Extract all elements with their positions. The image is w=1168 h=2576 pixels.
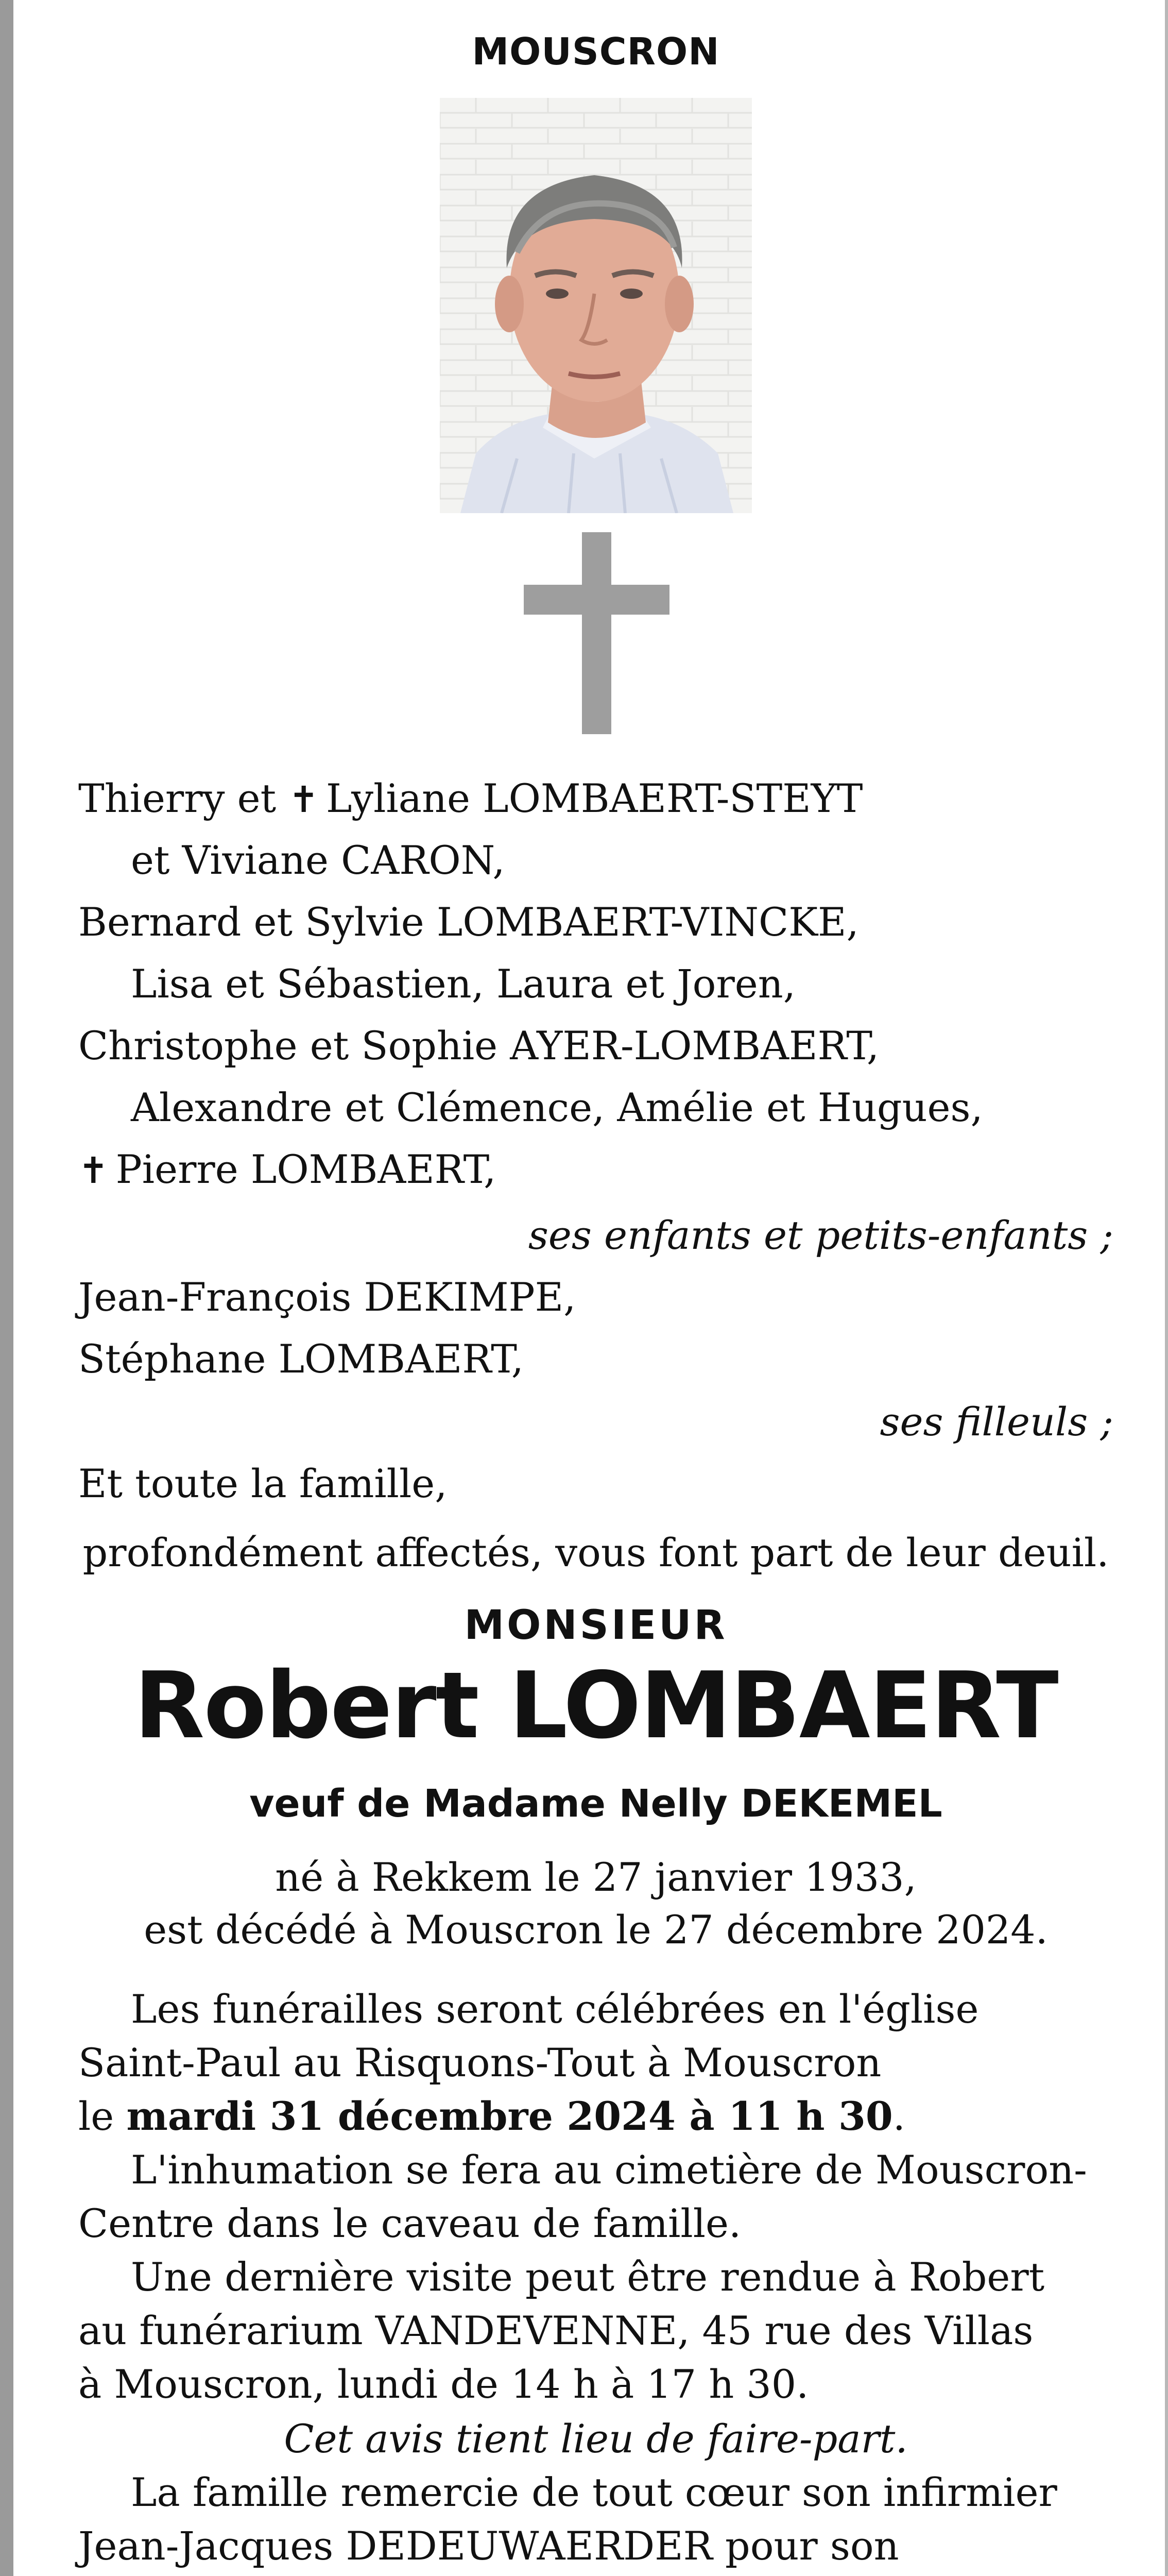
family-line-3: Bernard et Sylvie LOMBAERT-VINCKE, (78, 899, 859, 945)
death-line: est décédé à Mouscron le 27 décembre 2024. (144, 1907, 1048, 1953)
deceased-widow-line: veuf de Madame Nelly DEKEMEL (249, 1782, 942, 1826)
family-line-7: ✝ Pierre LOMBAERT, (78, 1146, 496, 1192)
family-line-1: Thierry et ✝ Lyliane LOMBAERT-STEYT (78, 775, 863, 821)
funeral-line-1: Les funérailles seront célébrées en l'église (131, 1986, 979, 2032)
funeral-line-3: le mardi 31 décembre 2024 à 11 h 30. (78, 2093, 905, 2139)
notice-line: Cet avis tient lieu de faire-part. (284, 2416, 908, 2462)
dagger-icon: ✝ (288, 778, 319, 821)
visit-line-2: au funérarium VANDEVENNE, 45 rue des Villas (78, 2308, 1034, 2353)
obituary-notice (78, 0, 1113, 2576)
family-line-6: Alexandre et Clémence, Amélie et Hugues, (131, 1084, 983, 1130)
visit-line-1: Une dernière visite peut être rendue à Robert (131, 2254, 1045, 2300)
family-line-4: Lisa et Sébastien, Laura et Joren, (131, 961, 796, 1007)
thanks-line-1: La famille remercie de tout cœur son infirmier (131, 2469, 1057, 2515)
birth-line: né à Rekkem le 27 janvier 1933, (275, 1854, 917, 1900)
left-border-bar (0, 0, 13, 2576)
cross-icon (524, 532, 669, 734)
family-line-2: et Viviane CARON, (131, 837, 505, 883)
funeral-line-2: Saint-Paul au Risquons-Tout à Mouscron (78, 2040, 882, 2086)
deceased-title: MONSIEUR (464, 1602, 728, 1649)
family-line-5: Christophe et Sophie AYER-LOMBAERT, (78, 1023, 880, 1069)
right-border-bar (1165, 0, 1168, 2576)
portrait-photo (440, 98, 752, 513)
burial-line-2: Centre dans le caveau de famille. (78, 2200, 742, 2246)
family-relation-godchildren: ses filleuls ; (880, 1399, 1113, 1445)
burial-line-1: L'inhumation se fera au cimetière de Mouscron- (131, 2147, 1087, 2193)
family-line-10: Stéphane LOMBAERT, (78, 1336, 524, 1382)
thanks-line-2: Jean-Jacques DEDEUWAERDER pour son (78, 2523, 899, 2569)
visit-line-3: à Mouscron, lundi de 14 h à 17 h 30. (78, 2361, 809, 2407)
dagger-icon: ✝ (78, 1149, 109, 1192)
deceased-name: Robert LOMBAERT (134, 1652, 1058, 1759)
portrait-icon (440, 98, 752, 513)
city-heading: MOUSCRON (472, 30, 720, 73)
funeral-date: mardi 31 décembre 2024 à 11 h 30 (126, 2093, 893, 2139)
family-line-9: Jean-François DEKIMPE, (78, 1274, 576, 1320)
family-announcement: profondément affectés, vous font part de leur deuil. (82, 1530, 1109, 1575)
family-line-12: Et toute la famille, (78, 1461, 448, 1506)
family-relation-children: ses enfants et petits-enfants ; (528, 1212, 1113, 1258)
